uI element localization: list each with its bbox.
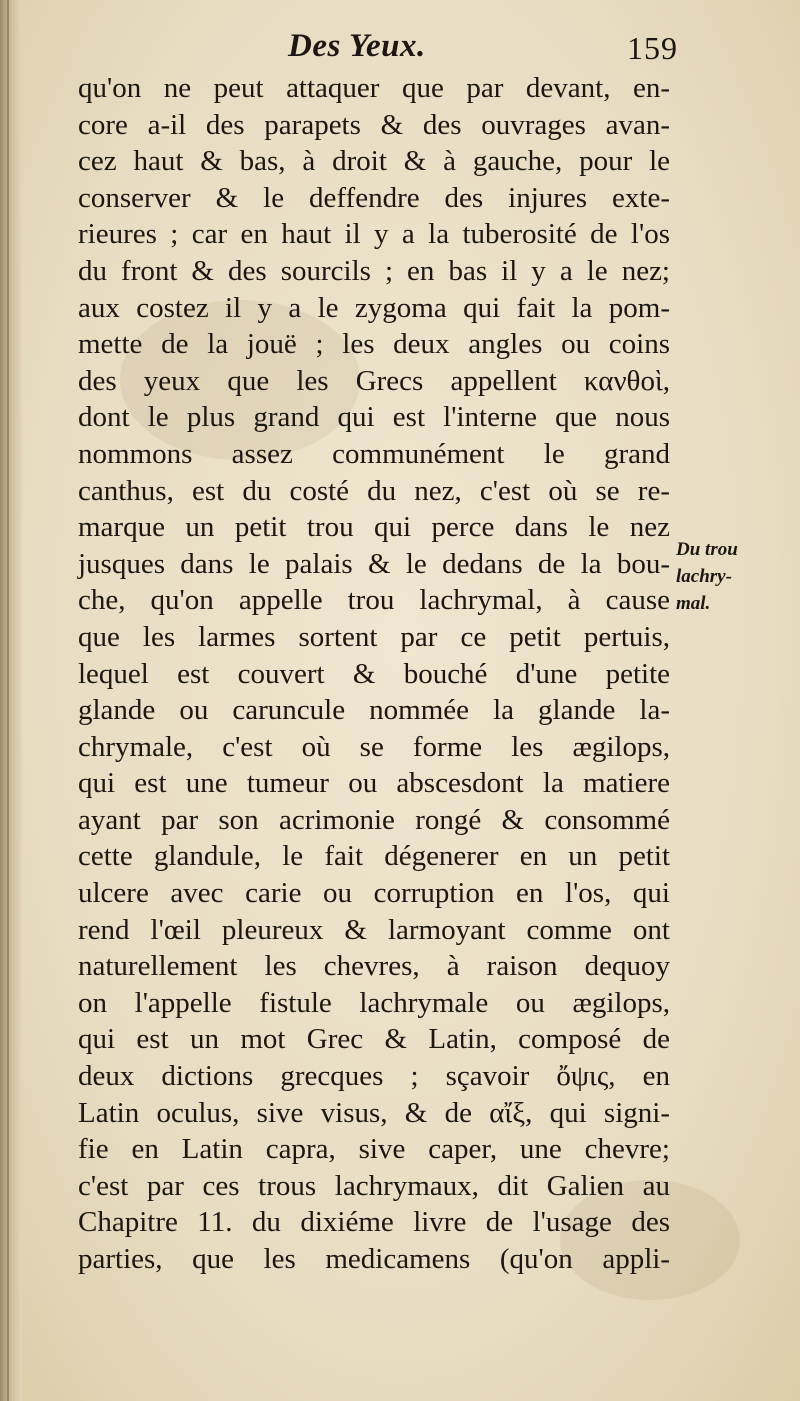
running-head-title: Des Yeux.: [288, 28, 426, 64]
text-line: cette glandule, le fait dégenerer en un petit: [78, 840, 670, 873]
text-line: du front & des sourcils ; en bas il y a le nez;: [78, 254, 670, 287]
text-line: rieures ; car en haut il y a la tuberosité de l'os: [78, 218, 670, 251]
running-head: [78, 22, 678, 72]
margin-note-line: mal.: [676, 593, 711, 614]
text-line: marque un petit trou qui perce dans le nez: [78, 511, 670, 544]
text-line: dont le plus grand qui est l'interne que nous: [78, 401, 670, 434]
text-line: mette de la jouë ; les deux angles ou coins: [78, 328, 670, 361]
text-line: qu'on ne peut attaquer que par devant, en-: [78, 72, 670, 104]
binding-line: [7, 0, 9, 1401]
body-text: [78, 70, 670, 1278]
margin-note: [676, 536, 786, 617]
text-line: aux costez il y a le zygoma qui fait la pom-: [78, 291, 670, 324]
text-line: naturellement les chevres, à raison dequoy: [78, 950, 670, 983]
text-line: rend l'œil pleureux & larmoyant comme ont: [78, 913, 670, 946]
margin-note-line: Du trou: [676, 539, 738, 560]
page-number: 159: [627, 30, 678, 66]
text-line: deux dictions grecques ; sçavoir ὄψις, en: [78, 1060, 670, 1093]
text-line: cez haut & bas, à droit & à gauche, pour le: [78, 145, 670, 178]
text-line: lequel est couvert & bouché d'une petite: [78, 657, 670, 690]
margin-note-line: lachry-: [676, 566, 732, 587]
text-line: jusques dans le palais & le dedans de la bou-: [78, 547, 670, 580]
text-line: fie en Latin capra, sive caper, une chevre;: [78, 1133, 670, 1166]
text-line: des yeux que les Grecs appellent κανθοὶ,: [78, 364, 670, 397]
text-line: on l'appelle fistule lachrymale ou ægilops,: [78, 986, 670, 1019]
text-line: Chapitre 11. du dixiéme livre de l'usage des: [78, 1206, 670, 1239]
text-line: ayant par son acrimonie rongé & consommé: [78, 803, 670, 836]
text-line: qui est une tumeur ou abscesdont la matiere: [78, 767, 670, 800]
text-line: parties, que les medicamens (qu'on appli-: [78, 1243, 670, 1275]
text-line: c'est par ces trous lachrymaux, dit Galien au: [78, 1169, 670, 1202]
text-line: core a-il des parapets & des ouvrages avan-: [78, 108, 670, 141]
text-line: conserver & le deffendre des injures exte-: [78, 181, 670, 214]
text-line: canthus, est du costé du nez, c'est où se re-: [78, 474, 670, 507]
text-line: Latin oculus, sive visus, & de αἴξ, qui signi-: [78, 1096, 670, 1129]
text-line: nommons assez communément le grand: [78, 437, 670, 470]
text-line: che, qu'on appelle trou lachrymal, à cause: [78, 584, 670, 617]
text-line: que les larmes sortent par ce petit pertuis,: [78, 620, 670, 653]
text-line: qui est un mot Grec & Latin, composé de: [78, 1023, 670, 1056]
text-line: chrymale, c'est où se forme les ægilops,: [78, 730, 670, 763]
page-gutter: [0, 0, 22, 1401]
text-line: glande ou caruncule nommée la glande la-: [78, 694, 670, 727]
text-line: ulcere avec carie ou corruption en l'os, qui: [78, 877, 670, 910]
